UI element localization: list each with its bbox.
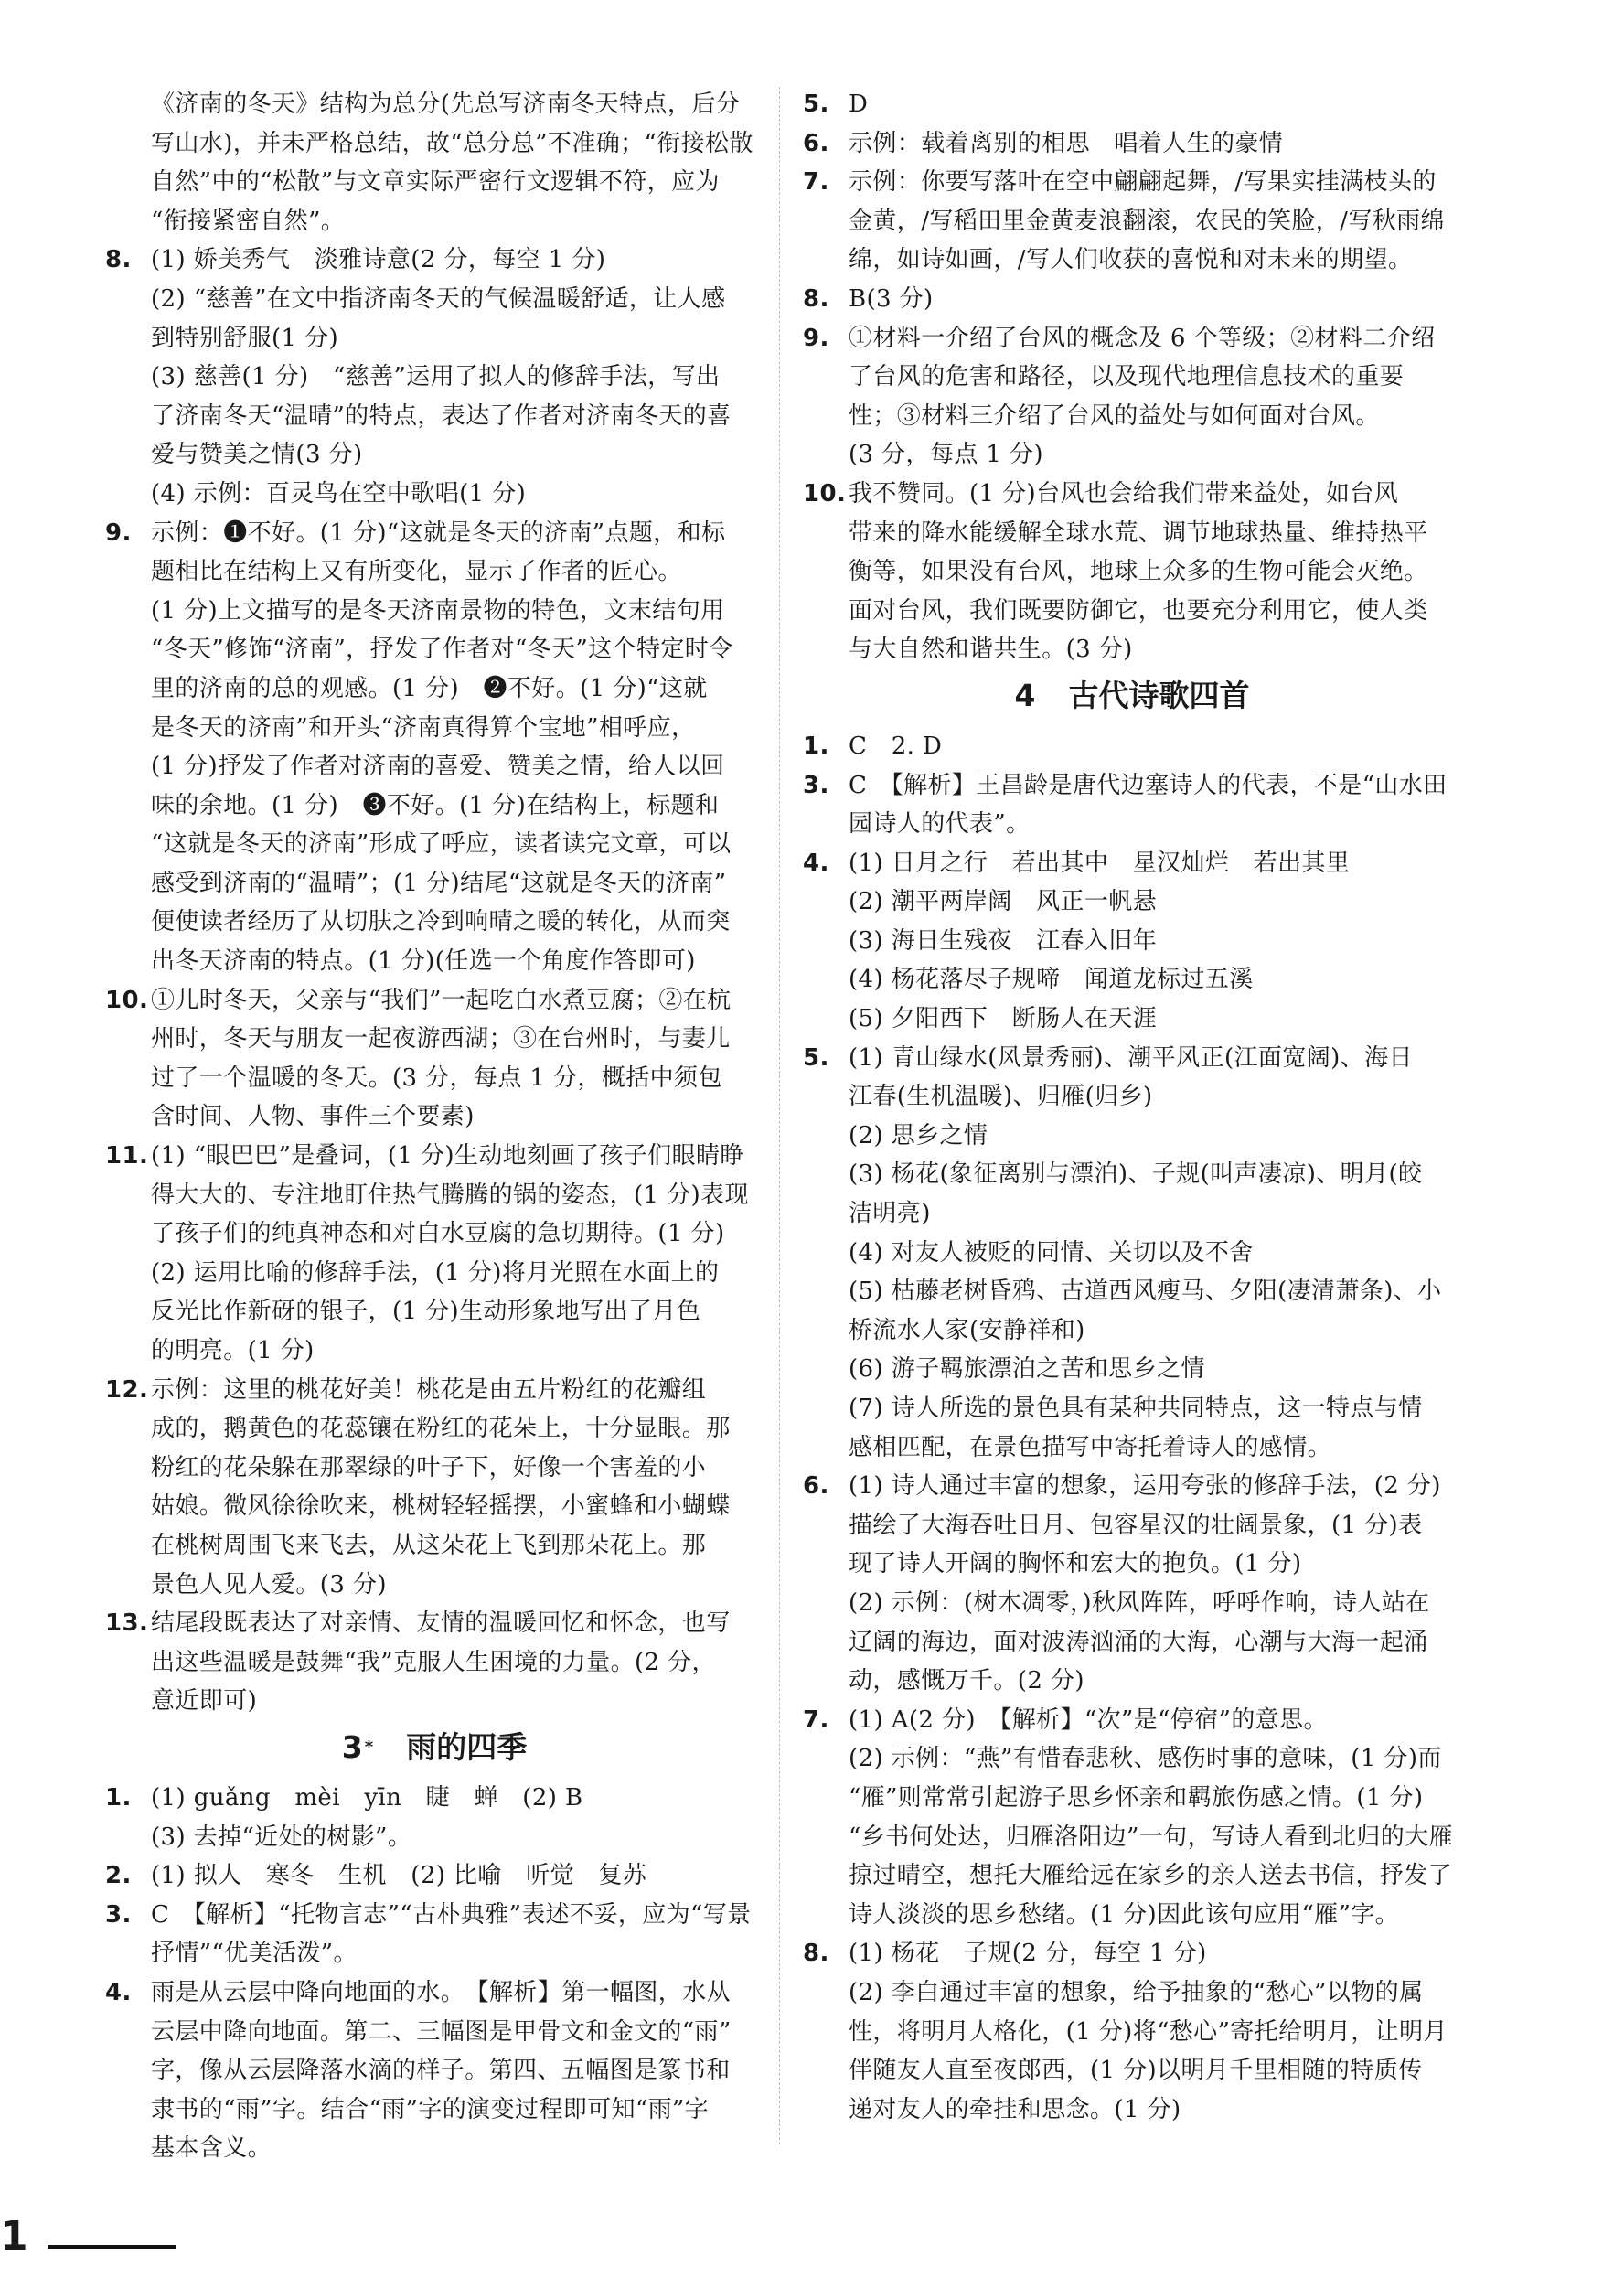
answer-line (803, 552, 1461, 592)
answer-line (105, 709, 764, 748)
answer-text: “雁”则常常引起游子思乡怀亲和羁旅伤感之情。(1 分) (849, 1783, 1424, 1812)
answer-line (105, 786, 764, 826)
answer-line (105, 903, 764, 942)
answer-line (803, 1234, 1461, 1273)
answer-text: 性，将明月人格化，(1 分)将“愁心”寄托给明月，让明月 (849, 2017, 1448, 2046)
answer-text: 示例：❶不好。(1 分)“这就是冬天的济南”点题，和标 (151, 519, 726, 547)
answer-text: 爱与赞美之情(3 分) (151, 441, 363, 469)
answer-item (105, 1779, 764, 1818)
answer-line (803, 1584, 1461, 1623)
answer-item (105, 1896, 764, 1935)
answer-line (803, 1818, 1461, 1857)
answer-line (105, 864, 764, 903)
question-number: 9. (803, 324, 829, 352)
answer-text: (1) 拟人 寒冬 生机 (2) 比喻 听觉 复苏 (151, 1862, 647, 1890)
answer-text: 伴随友人直至夜郎西，(1 分)以明月千里相随的特质传 (849, 2057, 1423, 2085)
answer-line (105, 825, 764, 864)
answer-item (105, 981, 764, 1021)
answer-text: (1) 日月之行 若出其中 星汉灿烂 若出其里 (849, 849, 1351, 877)
answer-text: 示例：你要写落叶在空中翩翩起舞，/写果实挂满枝头的 (849, 168, 1437, 197)
answer-text: 云层中降向地面。第二、三幅图是甲骨文和金文的“雨” (151, 2017, 732, 2046)
answer-line (803, 358, 1461, 397)
answer-line (105, 592, 764, 631)
right-column (803, 85, 1461, 2129)
answer-text: (1) 诗人通过丰富的想象，运用夸张的修辞手法，(2 分) (849, 1472, 1441, 1501)
answer-line (105, 1643, 764, 1683)
question-number: 6. (803, 1472, 829, 1501)
answer-text: (7) 诗人所选的景色具有某种共同特点，这一特点与情 (849, 1395, 1423, 1422)
answer-line (105, 1566, 764, 1605)
answer-text: “冬天”修饰“济南”，抒发了作者对“冬天”这个特定时令 (151, 636, 733, 664)
answer-text: (1 分)上文描写的是冬天济南景物的特色，文末结句用 (151, 596, 725, 625)
answer-item (803, 844, 1461, 883)
answer-item (105, 1856, 764, 1896)
answer-text: 粉红的花朵躲在那翠绿的叶子下，好像一个害羞的小 (151, 1453, 707, 1481)
answer-text: (3 分，每点 1 分) (849, 441, 1043, 469)
answer-text: “乡书何处达，归雁洛阳边”一句，写诗人看到北归的大雁 (849, 1823, 1453, 1851)
answer-line (105, 942, 764, 981)
answer-text: 出冬天济南的特点。(1 分)(任选一个角度作答即可) (151, 947, 696, 976)
answer-line (803, 1428, 1461, 1468)
answer-line (105, 2051, 764, 2090)
answer-line (803, 922, 1461, 961)
answer-line (803, 1623, 1461, 1663)
answer-text: (1) 青山绿水(风景秀丽)、潮平风正(江面宽阔)、海日 (849, 1043, 1413, 1072)
answer-text: 与大自然和谐共生。(3 分) (849, 636, 1133, 664)
answer-line (105, 1682, 764, 1721)
answer-item (803, 727, 1461, 766)
answer-text: 带来的降水能缓解全球水荒、调节地球热量、维持热平 (849, 519, 1428, 547)
answer-line (105, 1449, 764, 1488)
answer-line (105, 1818, 764, 1857)
section-title: 雨的四季 (406, 1728, 528, 1765)
answer-text: (1) guǎng mèi yīn 睫 蝉 (2) B (151, 1783, 583, 1812)
answer-text: 示例：这里的桃花好美！桃花是由五片粉红的花瓣组 (151, 1375, 707, 1404)
answer-line (803, 1545, 1461, 1584)
answer-line (105, 280, 764, 319)
answer-line (803, 397, 1461, 436)
answer-text: 抒情”“优美活泼”。 (151, 1940, 358, 1968)
answer-line (803, 1896, 1461, 1935)
answer-line (105, 552, 764, 592)
answer-line (105, 2090, 764, 2130)
answer-line (105, 1409, 764, 1449)
answer-line (105, 1097, 764, 1137)
answer-line (105, 1254, 764, 1293)
answer-line (803, 592, 1461, 631)
answer-text: 江春(生机温暖)、归雁(归乡) (849, 1083, 1153, 1111)
answer-text: 辽阔的海边，面对波涛汹涌的大海，心潮与大海一起涌 (849, 1628, 1428, 1656)
answer-item (803, 1701, 1461, 1740)
answer-line (105, 1934, 764, 1973)
answer-text: 我不赞同。(1 分)台风也会给我们带来益处，如台风 (849, 479, 1399, 508)
answer-text: 味的余地。(1 分) ❸不好。(1 分)在结构上，标题和 (151, 791, 720, 819)
answer-line (105, 747, 764, 786)
answer-text: 基本含义。 (151, 2134, 272, 2163)
answer-item (803, 475, 1461, 514)
answer-text: (6) 游子羁旅漂泊之苦和思乡之情 (849, 1355, 1205, 1384)
answer-text: (2) 潮平两岸阔 风正一帆悬 (849, 888, 1158, 916)
answer-text: 感相匹配，在景色描写中寄托着诗人的感情。 (849, 1433, 1332, 1461)
answer-text: (3) 杨花(象征离别与漂泊)、子规(叫声凄凉)、明月(皎 (849, 1160, 1423, 1189)
answer-text: (1) “眼巴巴”是叠词，(1 分)生动地刻画了孩子们眼睛睁 (151, 1142, 744, 1171)
answer-line (803, 630, 1461, 669)
answer-item (803, 1039, 1461, 1078)
answer-line (105, 435, 764, 475)
answer-line (803, 1194, 1461, 1234)
answer-text: 诗人淡淡的思乡愁绪。(1 分)因此该句应用“雁”字。 (849, 1900, 1400, 1929)
answer-text: “衔接紧密自然”。 (151, 207, 346, 235)
answer-text: (2) 示例：“燕”有惜春悲秋、感伤时事的意味，(1 分)而 (849, 1745, 1442, 1773)
answer-line (803, 1155, 1461, 1194)
answer-line (803, 882, 1461, 922)
answer-line (105, 2013, 764, 2052)
answer-text: D (849, 91, 869, 118)
answer-item (803, 319, 1461, 358)
answer-text: 字，像从云层降落水滴的样子。第四、五幅图是篆书和 (151, 2057, 731, 2085)
answer-line (803, 1389, 1461, 1428)
section-number: 4 (1014, 677, 1036, 713)
answer-line (105, 630, 764, 669)
answer-line (803, 202, 1461, 241)
answer-text: 递对友人的牵挂和思念。(1 分) (849, 2095, 1181, 2123)
question-number: 4. (105, 1978, 132, 2006)
answer-text: 隶书的“雨”字。结合“雨”字的演变过程即可知“雨”字 (151, 2095, 710, 2123)
answer-text: 出这些温暖是鼓舞“我”克服人生困境的力量。(2 分， (151, 1648, 716, 1676)
answer-text: 在桃树周围飞来飞去，从这朵花上飞到那朵花上。那 (151, 1531, 707, 1559)
answer-text: “这就是冬天的济南”形成了呼应，读者读完文章，可以 (151, 830, 732, 859)
answer-text: C 【解析】“托物言志”“古朴典雅”表述不妥，应为“写景 (151, 1900, 752, 1929)
answer-text: 里的济南的总的观感。(1 分) ❷不好。(1 分)“这就 (151, 674, 708, 702)
answer-item (105, 241, 764, 280)
answer-line (105, 202, 764, 241)
answer-text: 反光比作新砑的银子，(1 分)生动形象地写出了月色 (151, 1298, 701, 1326)
answer-text: ①儿时冬天，父亲与“我们”一起吃白水煮豆腐；②在杭 (151, 986, 732, 1014)
question-number: 11. (105, 1142, 149, 1171)
answer-line (105, 475, 764, 514)
answer-item (105, 1137, 764, 1176)
answer-text: 姑娘。微风徐徐吹来，桃树轻轻摇摆，小蜜蜂和小蝴蝶 (151, 1492, 731, 1521)
answer-line (803, 2051, 1461, 2090)
answer-text: 动，感慨万千。(2 分) (849, 1667, 1084, 1695)
answer-text: 得大大的、专注地盯住热气腾腾的锅的姿态，(1 分)表现 (151, 1181, 749, 1209)
question-number: 8. (105, 246, 132, 274)
answer-item (105, 514, 764, 553)
question-number: 3. (803, 771, 829, 799)
answer-text: (1) 杨花 子规(2 分，每空 1 分) (849, 1940, 1207, 1968)
answer-line (803, 435, 1461, 475)
answer-text: (2) 运用比喻的修辞手法，(1 分)将月光照在水面上的 (151, 1258, 720, 1287)
answer-line (803, 1779, 1461, 1818)
question-number: 8. (803, 1940, 829, 1968)
answer-text: (2) “慈善”在文中指济南冬天的气候温暖舒适，让人感 (151, 284, 726, 313)
question-number: 10. (105, 986, 149, 1014)
answer-item (803, 124, 1461, 164)
answer-text: 含时间、人物、事件三个要素) (151, 1103, 475, 1131)
footer-rule (48, 2245, 176, 2249)
answer-item (105, 1371, 764, 1410)
answer-text: (3) 海日生残夜 江春入旧年 (849, 926, 1158, 955)
answer-line (105, 1020, 764, 1059)
answer-line (105, 163, 764, 202)
answer-text: 了台风的危害和路径，以及现代地理信息技术的重要 (849, 363, 1405, 391)
answer-text: (3) 去掉“近处的树影”。 (151, 1823, 412, 1851)
answer-text: 结尾段既表达了对亲情、友情的温暖回忆和怀念，也写 (151, 1609, 731, 1638)
answer-text: 的明亮。(1 分) (151, 1337, 315, 1364)
section-title: 古代诗歌四首 (1068, 677, 1250, 713)
answer-item (803, 766, 1461, 806)
question-number: 7. (803, 1705, 829, 1734)
answer-line (803, 1350, 1461, 1389)
answer-text: 了孩子们的纯真神态和对白水豆腐的急切期待。(1 分) (151, 1220, 725, 1248)
answer-line (803, 1272, 1461, 1311)
answer-line (105, 1292, 764, 1331)
answer-text: (4) 对友人被贬的同情、关切以及不舍 (849, 1238, 1254, 1267)
question-number: 6. (803, 129, 829, 157)
answer-line (803, 1973, 1461, 2013)
answer-text: 面对台风，我们既要防御它，也要充分利用它，使人类 (849, 596, 1428, 625)
answer-line (105, 1526, 764, 1566)
answer-line (105, 358, 764, 397)
answer-line (105, 2129, 764, 2168)
question-number: 13. (105, 1609, 149, 1638)
answer-text: 桥流水人家(安静祥和) (849, 1316, 1085, 1344)
answer-item (803, 163, 1461, 202)
answer-line (105, 1059, 764, 1098)
answer-line (803, 1662, 1461, 1701)
answer-line (803, 960, 1461, 1000)
answer-line (803, 2090, 1461, 2130)
answer-line (105, 124, 764, 164)
answer-line (105, 397, 764, 436)
answer-line (803, 514, 1461, 553)
answer-line (803, 1311, 1461, 1351)
page-number: 1 (0, 2213, 28, 2260)
section-star-mark: * (364, 1737, 374, 1757)
question-number: 12. (105, 1375, 149, 1404)
answer-line (803, 1000, 1461, 1039)
answer-text: 雨是从云层中降向地面的水。 【解析】第一幅图，水从 (151, 1978, 732, 2006)
answer-line (105, 1487, 764, 1526)
answer-text: 性；③材料三介绍了台风的益处与如何面对台风。 (849, 401, 1380, 430)
question-number: 5. (803, 91, 829, 118)
answer-text: 示例：载着离别的相思 唱着人生的豪情 (849, 129, 1284, 157)
answer-text: 园诗人的代表”。 (849, 810, 1031, 839)
question-number: 1. (105, 1783, 132, 1812)
answer-text: 是冬天的济南”和开头“济南真得算个宝地”相呼应， (151, 713, 696, 742)
answer-text: 绵，如诗如画，/写人们收获的喜悦和对未来的期望。 (849, 246, 1413, 274)
answer-text: (1) A(2 分) 【解析】“次”是“停宿”的意思。 (849, 1705, 1328, 1734)
answer-item (803, 85, 1461, 124)
answer-line (105, 1214, 764, 1254)
answer-line (803, 1739, 1461, 1779)
answer-text: C 2. D (849, 732, 943, 760)
question-number: 1. (803, 732, 829, 760)
answer-text: ①材料一介绍了台风的概念及 6 个等级；②材料二介绍 (849, 324, 1436, 352)
question-number: 3. (105, 1900, 132, 1929)
answer-line (803, 241, 1461, 280)
answer-text: 成的，鹅黄色的花蕊镶在粉红的花朵上，十分显眼。那 (151, 1415, 731, 1443)
answer-text: (4) 示例：百灵鸟在空中歌唱(1 分) (151, 479, 527, 508)
answer-text: 《济南的冬天》结构为总分(先总写济南冬天特点，后分 (151, 91, 741, 118)
answer-text: (5) 枯藤老树昏鸦、古道西风瘦马、夕阳(凄清萧条)、小 (849, 1278, 1442, 1306)
left-column (105, 85, 764, 2168)
answer-text: (1 分)抒发了作者对济南的喜爱、赞美之情，给人以回 (151, 753, 725, 781)
answer-line (105, 85, 764, 124)
answer-line (105, 1176, 764, 1215)
question-number: 5. (803, 1043, 829, 1072)
answer-text: (1) 娇美秀气 淡雅诗意(2 分，每空 1 分) (151, 246, 606, 274)
answer-item (803, 1467, 1461, 1506)
answer-text: (4) 杨花落尽子规啼 闻道龙标过五溪 (849, 966, 1254, 994)
answer-item (105, 1604, 764, 1643)
answer-text: 金黄，/写稻田里金黄麦浪翻滚，农民的笑脸，/写秋雨绵 (849, 207, 1445, 235)
answer-line (803, 805, 1461, 844)
section-heading (105, 1721, 764, 1779)
answer-line (803, 1077, 1461, 1117)
answer-text: (2) 李白通过丰富的想象，给予抽象的“愁心”以物的属 (849, 1978, 1424, 2006)
answer-text: 题相比在结构上又有所变化，显示了作者的匠心。 (151, 558, 682, 586)
question-number: 2. (105, 1862, 132, 1890)
answer-line (803, 1117, 1461, 1156)
answer-text: 州时，冬天与朋友一起夜游西湖；③在台州时，与妻儿 (151, 1025, 731, 1053)
answer-text: 自然”中的“松散”与文章实际严密行文逻辑不符，应为 (151, 168, 720, 197)
answer-text: B(3 分) (849, 284, 934, 313)
answer-line (105, 1331, 764, 1371)
answer-text: (2) 思乡之情 (849, 1121, 988, 1149)
question-number: 7. (803, 168, 829, 197)
answer-text: 过了一个温暖的冬天。(3 分，每点 1 分，概括中须包 (151, 1064, 722, 1092)
answer-line (803, 1856, 1461, 1896)
answer-item (803, 1934, 1461, 1973)
answer-text: 写山水)，并未严格总结，故“总分总”不准确；“衔接松散 (151, 129, 753, 157)
answer-text: 景色人见人爱。(3 分) (151, 1570, 387, 1598)
answer-text: 衡等，如果没有台风，地球上众多的生物可能会灭绝。 (849, 558, 1428, 586)
answer-text: (5) 夕阳西下 断肠人在天涯 (849, 1005, 1158, 1033)
question-number: 8. (803, 284, 829, 313)
answer-text: 便使读者经历了从切肤之冷到响晴之暖的转化，从而突 (151, 908, 731, 936)
answer-text: 掠过晴空，想托大雁给远在家乡的亲人送去书信，抒发了 (849, 1862, 1453, 1890)
answer-text: 到特别舒服(1 分) (151, 324, 339, 352)
answer-line (803, 1506, 1461, 1545)
answer-text: (3) 慈善(1 分) “慈善”运用了拟人的修辞手法，写出 (151, 363, 721, 391)
answer-text: C 【解析】王昌龄是唐代边塞诗人的代表，不是“山水田 (849, 771, 1448, 799)
question-number: 9. (105, 519, 132, 547)
answer-text: 现了诗人开阔的胸怀和宏大的抱负。(1 分) (849, 1550, 1302, 1578)
section-number: 3 (341, 1728, 363, 1765)
section-heading (803, 669, 1461, 727)
answer-text: (2) 示例：(树木凋零，)秋风阵阵，呼呼作响，诗人站在 (849, 1588, 1430, 1617)
answer-text: 洁明亮) (849, 1200, 931, 1228)
answer-item (803, 280, 1461, 319)
answer-line (105, 319, 764, 358)
answer-line (803, 2013, 1461, 2052)
answer-line (105, 669, 764, 709)
question-number: 4. (803, 849, 829, 877)
answer-text: 了济南冬天“温晴”的特点，表达了作者对济南冬天的喜 (151, 401, 732, 430)
column-divider (779, 87, 781, 2144)
answer-text: 意近即可) (151, 1687, 258, 1716)
question-number: 10. (803, 479, 847, 508)
answer-text: 感受到济南的“温晴”；(1 分)结尾“这就是冬天的济南” (151, 869, 727, 897)
answer-text: 描绘了大海吞吐日月、包容星汉的壮阔景象，(1 分)表 (849, 1511, 1423, 1539)
answer-item (105, 1973, 764, 2013)
